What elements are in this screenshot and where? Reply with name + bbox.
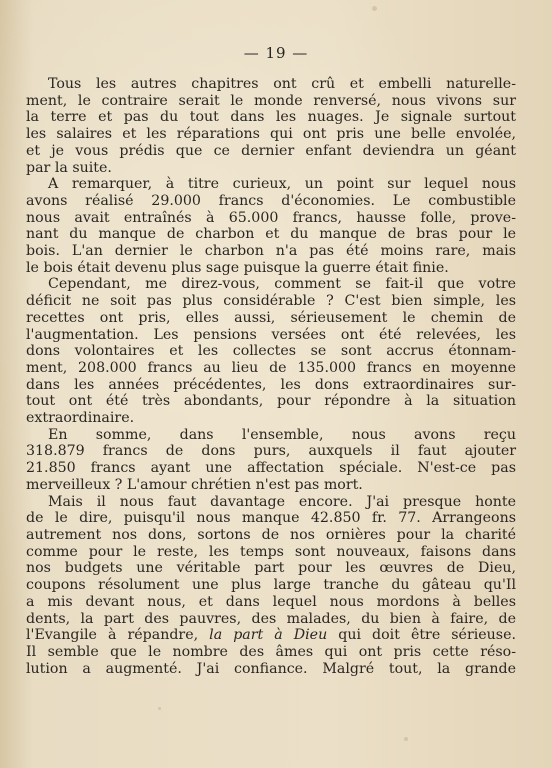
text-line: ment, 208.000 francs au lieu de 135.000 francs en moyenne (26, 359, 516, 376)
text-line: nant du manque de charbon et du manque de bras pour le (26, 226, 516, 243)
text-line: extraordinaire. (26, 410, 135, 427)
text-line: 318.879 francs de dons purs, auxquels il faut ajouter (26, 443, 516, 460)
text-line: En somme, dans l'ensemble, nous avons reçu (48, 426, 516, 443)
paper-stain (404, 737, 408, 741)
text-line: Tous les autres chapitres ont crû et embelli naturelle- (48, 76, 516, 92)
text-line: nous avait entraînés à 65.000 francs, hausse folle, prove- (26, 209, 516, 226)
text-line: nos budgets une véritable part pour les œuvres de Dieu, (26, 560, 516, 577)
text-line: Mais il nous faut davantage encore. J'ai presque honte (48, 493, 516, 510)
text-line: de le dire, puisqu'il nous manque 42.850 fr. 77. Arrangeons (26, 510, 516, 527)
paragraph-1 (26, 76, 516, 176)
paragraph-2 (26, 176, 516, 276)
text-line: A remarquer, à titre curieux, un point sur lequel nous (48, 176, 516, 193)
text-line: dons volontaires et les collectes se sont accrus étonnam- (26, 343, 516, 360)
text-line: les salaires et les réparations qui ont pris une belle envolée, (26, 126, 516, 143)
text-line: par la suite. (26, 159, 112, 176)
text-line: comme pour le reste, les temps sont nouveaux, faisons dans (26, 543, 516, 560)
text-line: Il semble que le nombre des âmes qui ont pris cette réso- (26, 643, 516, 660)
paper-stain (158, 707, 161, 710)
text-line: avons réalisé 29.000 francs d'économies. Le combustible (26, 192, 516, 209)
text-line italic-line: l'Evangile à répandre, la part à Dieu qui doit être sérieuse. (26, 627, 516, 644)
text-line: recettes ont pris, elles aussi, sérieusement le chemin de (26, 309, 516, 326)
text-line: dans les années précédentes, les dons extraordinaires sur- (26, 376, 516, 393)
text-line: la terre et pas du tout dans les nuages. Je signale surtout (26, 109, 516, 126)
italic-phrase: la part à Dieu (209, 627, 328, 644)
text-line: déficit ne soit pas plus considérable ? C'est bien simple, les (26, 293, 516, 310)
text-line: bois. L'an dernier le charbon n'a pas été moins rare, mais (26, 243, 516, 260)
text-line: autrement nos dons, sortons de nos ornières pour la charité (26, 526, 516, 543)
text-line: merveilleux ? L'amour chrétien n'est pas mort. (26, 476, 363, 493)
text-line: lution a augmenté. J'ai confiance. Malgré tout, la grande (26, 660, 516, 677)
text-line: tout ont été très abondants, pour répondre à la situation (26, 393, 516, 410)
paper-stain (372, 6, 377, 11)
text-line: Cependant, me direz-vous, comment se fait-il que votre (48, 276, 516, 293)
text-line: coupons résolument une plus large tranche du gâteau qu'Il (26, 577, 516, 594)
text-line: a mis devant nous, et dans lequel nous mordons à belles (26, 593, 516, 610)
paragraph-5 (26, 494, 516, 678)
paragraph-3 (26, 276, 516, 426)
text-line: dents, la part des pauvres, des malades, du bien à faire, de (26, 610, 516, 627)
text-line: l'augmentation. Les pensions versées ont été relevées, les (26, 326, 516, 343)
paragraph-4 (26, 427, 516, 494)
text-line: ment, le contraire serait le monde renversé, nous vivons sur (26, 92, 516, 109)
page-number: — 19 — (243, 44, 309, 62)
text-line: le bois était devenu plus sage puisque la guerre était finie. (26, 259, 449, 276)
body-text (26, 76, 516, 677)
text-line: 21.850 francs ayant une affectation spéciale. N'est-ce pas (26, 460, 516, 477)
text-line: et je vous prédis que ce dernier enfant deviendra un géant (26, 142, 516, 159)
